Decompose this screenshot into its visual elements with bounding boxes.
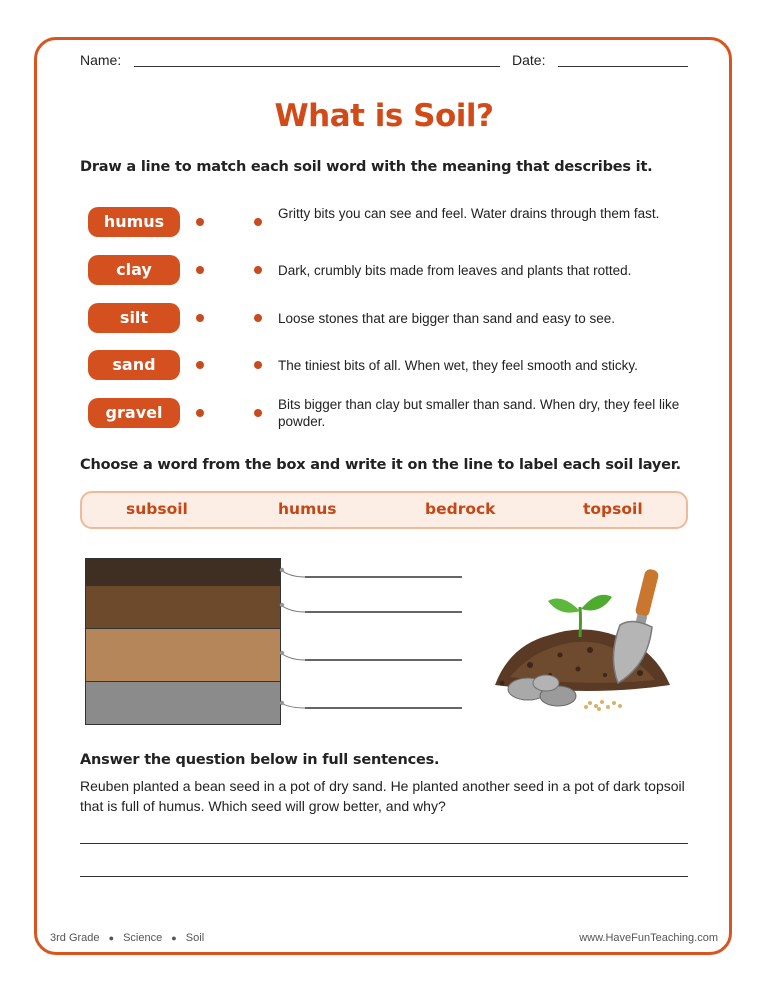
footer-grade: 3rd Grade (50, 932, 100, 944)
name-label: Name: (80, 52, 122, 68)
word-pill-clay: clay (88, 255, 180, 285)
word-bank-humus: humus (278, 500, 337, 518)
answer-line-2[interactable] (80, 876, 688, 877)
word-pill-gravel: gravel (88, 398, 180, 428)
definition-text: The tiniest bits of all. When wet, they feel smooth and sticky. (278, 358, 638, 373)
definition-text: Dark, crumbly bits made from leaves and plants that rotted. (278, 263, 632, 278)
word-pill-sand: sand (88, 350, 180, 380)
footer-website[interactable]: www.HaveFunTeaching.com (579, 932, 718, 944)
bullet-icon: ● (171, 933, 177, 943)
footer-breadcrumb (50, 932, 204, 944)
seedling-soil-trowel-icon (490, 565, 690, 715)
page-title: What is Soil? (274, 98, 494, 134)
definition-text: Bits bigger than clay but smaller than sand. When dry, they feel like powder. (278, 397, 680, 429)
word-bank-bedrock: bedrock (425, 500, 496, 518)
matching-instruction: Draw a line to match each soil word with the meaning that describes it. (80, 159, 653, 175)
word-pill-humus: humus (88, 207, 180, 237)
definition-text: Gritty bits you can see and feel. Water drains through them fast. (278, 206, 660, 221)
question-heading: Answer the question below in full sentences. (80, 752, 440, 768)
footer-topic: Soil (185, 932, 205, 944)
definition-text: Loose stones that are bigger than sand and easy to see. (278, 311, 615, 326)
footer-subject: Science (123, 932, 163, 944)
word-bank-topsoil: topsoil (583, 500, 643, 518)
word-pill-silt: silt (88, 303, 180, 333)
question-text: Reuben planted a bean seed in a pot of dry sand. He planted another seed in a pot of dark topsoil that is full of humus. Which seed will grow better, and why? (80, 778, 685, 814)
word-bank-subsoil: subsoil (126, 500, 188, 518)
labeling-instruction: Choose a word from the box and write it on the line to label each soil layer. (80, 457, 681, 473)
bullet-icon: ● (108, 933, 115, 943)
answer-line-1[interactable] (80, 843, 688, 844)
date-label: Date: (512, 52, 546, 68)
